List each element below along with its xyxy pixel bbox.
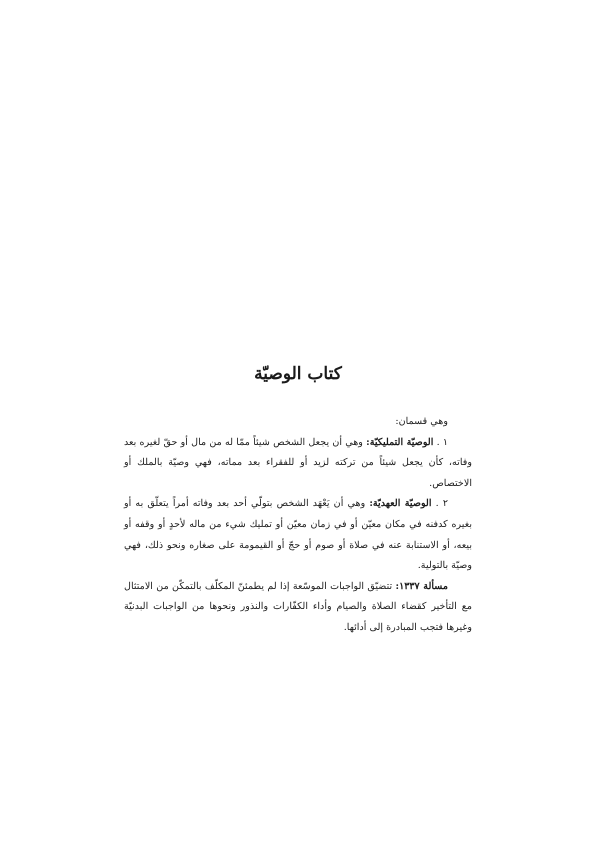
- section-text: وهي أن يَعْهَد الشخص بتولّي أحد بعد وفاته أمراً يتعلّق به أو بغيره كدفنه في مكان معيّن أو في زمان معيّن أو تمليك شيء من ماله لأحدٍ أو وقفه أو بيعه، أو الاستنابة عنه في صلاة أو صوم أو حجّ أو القيمومة على صغاره ونحو ذلك، فهي وصيّة بالتولية.: [124, 498, 472, 572]
- section-number: ٢ .: [435, 498, 448, 510]
- body-text: [124, 412, 472, 639]
- section-text: وهي أن يجعل الشخص شيئاً ممّا له من مال أو حقّ لغيره بعد وفاته، كأن يجعل شيئاً من تركته لزيد أو للفقراء بعد مماته، فهي وصيّة بالملك أو الاختصاص.: [124, 436, 472, 489]
- intro-line: وهي قسمان:: [395, 416, 448, 427]
- issue-text: تتضيّق الواجبات الموسّعة إذا لم يطمئنّ المكلّف بالتمكّن من الامتثال مع التأخير كقضاء الصلاة والصيام وأداء الكفّارات والنذور ونحوها من الواجبات البدنيّة وغيرها فتجب المبادرة إلى أدائها.: [124, 580, 472, 633]
- section-item-ownership: [124, 433, 472, 495]
- section-term: الوصيّة العهديّة:: [369, 498, 432, 510]
- issue-label: مسألة ١٣٣٧:: [395, 580, 448, 592]
- section-term: الوصيّة التمليكيّة:: [366, 436, 434, 448]
- section-item-covenant: [124, 494, 472, 576]
- issue-paragraph: [124, 577, 472, 639]
- section-number: ١ .: [436, 436, 448, 448]
- chapter-title: كتاب الوصيّة: [254, 364, 342, 384]
